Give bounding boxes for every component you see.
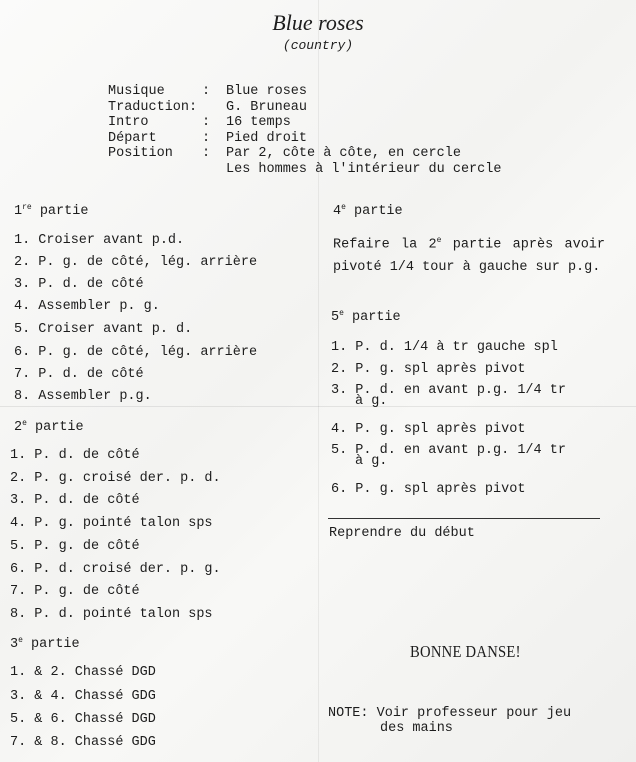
list-item: 4. Assembler p. g. [14, 299, 160, 314]
list-item: 6. P. g. spl après pivot [331, 482, 526, 497]
heading-number: 3 [10, 637, 19, 652]
info-value: G. Bruneau [226, 99, 308, 115]
info-value: Par 2, côte à côte, en cercle [226, 146, 461, 161]
list-item: 3. & 4. Chassé GDG [10, 689, 156, 704]
note-text: Voir professeur pour jeu [376, 706, 572, 721]
info-row [108, 115, 501, 131]
list-item: 2. P. g. de côté, lég. arrière [14, 255, 258, 270]
list-item: 7. P. d. de côté [14, 367, 144, 382]
list-item: 5. P. g. de côté [10, 539, 140, 554]
list-item-line: 3. P. d. en avant p.g. 1/4 tr [331, 383, 566, 398]
list-item [331, 444, 566, 469]
heading-number: 1 [14, 204, 23, 219]
heading-number: 5 [331, 310, 340, 325]
info-label: Départ [108, 130, 157, 146]
part4-heading [333, 203, 403, 219]
page-subtitle: (country) [282, 38, 354, 53]
part5-heading [331, 309, 401, 325]
heading-text: partie [31, 637, 80, 652]
list-item: 5. Croiser avant p. d. [14, 322, 193, 337]
paragraph-sup: e [436, 236, 442, 245]
note-text: des mains [380, 721, 453, 736]
part4-paragraph [333, 230, 605, 279]
list-item: 7. P. g. de côté [10, 584, 140, 599]
info-value: 16 temps [226, 115, 291, 130]
heading-sup: e [339, 309, 344, 318]
info-row [108, 84, 501, 100]
list-item: 3. P. d. de côté [14, 277, 144, 292]
paragraph-text: Refaire la 2 [333, 237, 437, 253]
list-item: 2. P. g. croisé der. p. d. [10, 471, 221, 486]
heading-sup: e [22, 419, 27, 428]
note-label: NOTE: [328, 706, 369, 721]
info-colon: : [202, 84, 211, 99]
paragraph-text: partie après avoir pivoté 1/4 tour à gauche sur p.g. [333, 237, 605, 275]
heading-text: partie [352, 310, 401, 325]
list-item: 8. P. d. pointé talon sps [10, 607, 213, 622]
list-item: 2. P. g. spl après pivot [331, 362, 526, 377]
list-item: 5. & 6. Chassé DGD [10, 712, 156, 727]
heading-number: 4 [333, 204, 342, 219]
info-row [108, 100, 501, 116]
info-label: Musique [108, 84, 165, 99]
heading-text: partie [39, 204, 89, 219]
page-title: Blue roses [272, 10, 364, 35]
reprendre-text: Reprendre du début [329, 526, 475, 541]
heading-sup: e [341, 203, 346, 212]
list-item: 3. P. d. de côté [10, 493, 140, 508]
list-item: 1. & 2. Chassé DGD [10, 665, 156, 680]
list-item: 4. P. g. spl après pivot [331, 422, 526, 437]
list-item-line: à g. [355, 454, 388, 469]
list-item: 4. P. g. pointé talon sps [10, 516, 213, 531]
bonne-danse-text: BONNE DANSE! [410, 642, 521, 661]
heading-sup: e [18, 636, 23, 645]
list-item: 8. Assembler p.g. [14, 389, 152, 404]
list-item [331, 384, 566, 409]
info-colon [202, 162, 226, 178]
info-row [108, 162, 501, 178]
list-item-line: 5. P. d. en avant p.g. 1/4 tr [331, 443, 566, 458]
info-label: Position [108, 146, 173, 161]
info-label: Intro [108, 115, 149, 130]
info-colon: : [202, 146, 211, 161]
info-label: Traduction: [108, 99, 198, 115]
info-label [108, 162, 202, 178]
info-colon: : [202, 115, 211, 130]
part2-heading [14, 419, 84, 435]
list-item: 1. P. d. de côté [10, 448, 140, 463]
info-row [108, 131, 501, 147]
list-item-line: à g. [355, 394, 388, 409]
note-block [328, 706, 571, 736]
part1-heading [14, 203, 88, 219]
list-item: 7. & 8. Chassé GDG [10, 735, 156, 750]
list-item: 6. P. d. croisé der. p. g. [10, 562, 221, 577]
heading-number: 2 [14, 420, 23, 435]
info-block [108, 84, 501, 177]
divider [328, 518, 600, 519]
part3-heading [10, 636, 80, 652]
heading-text: partie [35, 420, 84, 435]
info-value: Pied droit [226, 130, 308, 146]
heading-text: partie [354, 204, 403, 219]
list-item: 1. P. d. 1/4 à tr gauche spl [331, 340, 558, 355]
info-row [108, 146, 501, 162]
list-item: 1. Croiser avant p.d. [14, 233, 185, 248]
info-value: Les hommes à l'intérieur du cercle [226, 161, 502, 177]
heading-sup: re [22, 203, 32, 212]
info-value: Blue roses [226, 84, 308, 99]
info-colon: : [202, 130, 211, 146]
list-item: 6. P. g. de côté, lég. arrière [14, 345, 258, 360]
